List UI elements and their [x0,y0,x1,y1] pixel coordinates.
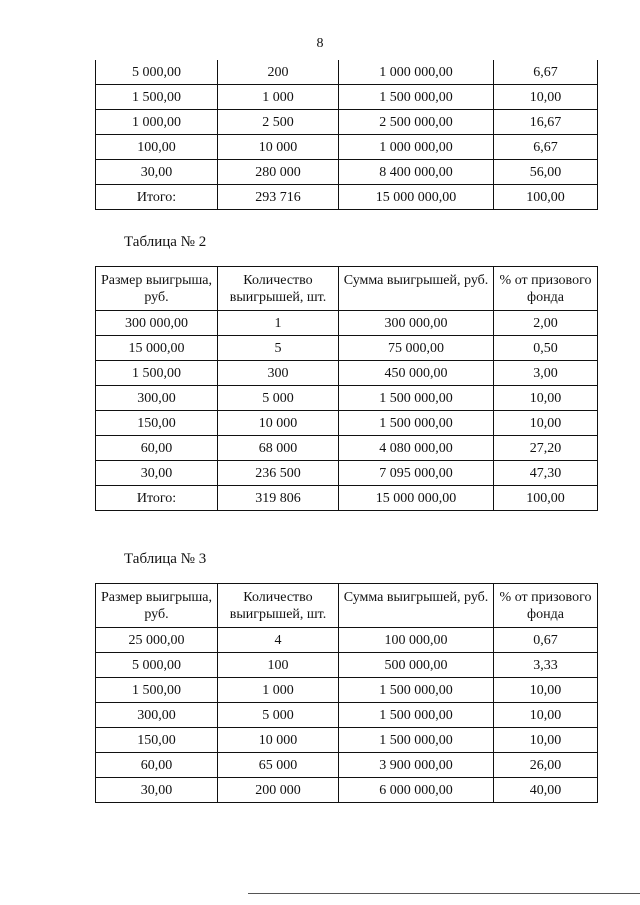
prize-sum-cell: 1 000 000,00 [339,135,494,160]
prize-count-cell: 280 000 [218,160,339,185]
prize-sum-cell: 1 500 000,00 [339,386,494,411]
total-sum-cell: 15 000 000,00 [339,486,494,511]
table-row [96,628,598,653]
table-row [96,85,598,110]
prize-count-cell: 1 000 [218,678,339,703]
prize-percent-cell: 2,00 [494,311,598,336]
total-row [96,185,598,210]
prize-amount-cell: 60,00 [96,753,218,778]
prize-percent-cell: 26,00 [494,753,598,778]
prize-percent-cell: 10,00 [494,728,598,753]
prize-table-2 [95,266,598,511]
prize-sum-cell: 500 000,00 [339,653,494,678]
prize-amount-cell: 1 500,00 [96,678,218,703]
prize-sum-cell: 7 095 000,00 [339,461,494,486]
prize-table-1-continued [95,60,598,210]
header-prize-count: Количество выигрышей, шт. [218,267,339,311]
prize-amount-cell: 300,00 [96,703,218,728]
prize-sum-cell: 1 500 000,00 [339,728,494,753]
prize-sum-cell: 6 000 000,00 [339,778,494,803]
prize-sum-cell: 4 080 000,00 [339,436,494,461]
prize-count-cell: 65 000 [218,753,339,778]
prize-percent-cell: 27,20 [494,436,598,461]
table-row [96,336,598,361]
header-prize-amount: Размер выигрыша, руб. [96,267,218,311]
table-body [96,60,598,210]
prize-percent-cell: 47,30 [494,461,598,486]
total-count-cell: 319 806 [218,486,339,511]
prize-sum-cell: 1 500 000,00 [339,411,494,436]
prize-percent-cell: 3,00 [494,361,598,386]
prize-sum-cell: 8 400 000,00 [339,160,494,185]
prize-sum-cell: 450 000,00 [339,361,494,386]
prize-percent-cell: 40,00 [494,778,598,803]
prize-percent-cell: 10,00 [494,703,598,728]
table-row [96,703,598,728]
prize-percent-cell: 10,00 [494,411,598,436]
table-row [96,436,598,461]
prize-amount-cell: 25 000,00 [96,628,218,653]
table-row [96,728,598,753]
prize-sum-cell: 2 500 000,00 [339,110,494,135]
prize-sum-cell: 1 500 000,00 [339,703,494,728]
prize-amount-cell: 300,00 [96,386,218,411]
prize-amount-cell: 30,00 [96,461,218,486]
prize-sum-cell: 300 000,00 [339,311,494,336]
total-label-cell: Итого: [96,486,218,511]
prize-count-cell: 5 [218,336,339,361]
table-row [96,311,598,336]
prize-percent-cell: 0,50 [494,336,598,361]
prize-amount-cell: 300 000,00 [96,311,218,336]
prize-count-cell: 5 000 [218,703,339,728]
table-header [96,267,598,311]
header-row [96,584,598,628]
prize-count-cell: 200 000 [218,778,339,803]
header-prize-percent: % от призового фонда [494,584,598,628]
table-row [96,653,598,678]
table-row [96,160,598,185]
page-number: 8 [316,36,324,51]
prize-amount-cell: 60,00 [96,436,218,461]
prize-count-cell: 1 000 [218,85,339,110]
prize-sum-cell: 75 000,00 [339,336,494,361]
prize-percent-cell: 3,33 [494,653,598,678]
prize-amount-cell: 150,00 [96,728,218,753]
scan-edge-line [248,893,640,894]
prize-count-cell: 68 000 [218,436,339,461]
prize-sum-cell: 1 500 000,00 [339,678,494,703]
prize-sum-cell: 1 000 000,00 [339,60,494,85]
prize-amount-cell: 30,00 [96,160,218,185]
prize-count-cell: 10 000 [218,135,339,160]
prize-amount-cell: 1 500,00 [96,361,218,386]
prize-percent-cell: 6,67 [494,135,598,160]
table-row [96,361,598,386]
prize-count-cell: 236 500 [218,461,339,486]
total-count-cell: 293 716 [218,185,339,210]
prize-amount-cell: 5 000,00 [96,653,218,678]
total-sum-cell: 15 000 000,00 [339,185,494,210]
table-body [96,628,598,803]
header-row [96,267,598,311]
table-header [96,584,598,628]
prize-amount-cell: 1 500,00 [96,85,218,110]
total-percent-cell: 100,00 [494,486,598,511]
total-row [96,486,598,511]
prize-count-cell: 300 [218,361,339,386]
prize-count-cell: 200 [218,60,339,85]
prize-amount-cell: 1 000,00 [96,110,218,135]
prize-sum-cell: 3 900 000,00 [339,753,494,778]
header-prize-count: Количество выигрышей, шт. [218,584,339,628]
table-row [96,411,598,436]
table-row [96,135,598,160]
header-prize-sum: Сумма выигрышей, руб. [339,267,494,311]
table-row [96,678,598,703]
total-label-cell: Итого: [96,185,218,210]
table-3-caption: Таблица № 3 [124,551,207,567]
table-row [96,386,598,411]
table-row [96,60,598,85]
table-row [96,778,598,803]
prize-sum-cell: 1 500 000,00 [339,85,494,110]
prize-sum-cell: 100 000,00 [339,628,494,653]
prize-percent-cell: 56,00 [494,160,598,185]
prize-count-cell: 5 000 [218,386,339,411]
prize-count-cell: 2 500 [218,110,339,135]
prize-table-3 [95,583,598,803]
prize-count-cell: 1 [218,311,339,336]
prize-count-cell: 10 000 [218,728,339,753]
prize-amount-cell: 150,00 [96,411,218,436]
prize-percent-cell: 16,67 [494,110,598,135]
prize-amount-cell: 5 000,00 [96,60,218,85]
header-prize-percent: % от призового фонда [494,267,598,311]
table-row [96,461,598,486]
prize-percent-cell: 10,00 [494,386,598,411]
prize-count-cell: 10 000 [218,411,339,436]
prize-percent-cell: 10,00 [494,678,598,703]
prize-percent-cell: 0,67 [494,628,598,653]
table-2-caption: Таблица № 2 [124,234,207,250]
prize-count-cell: 100 [218,653,339,678]
prize-amount-cell: 100,00 [96,135,218,160]
prize-amount-cell: 15 000,00 [96,336,218,361]
table-body [96,311,598,511]
prize-percent-cell: 10,00 [494,85,598,110]
header-prize-sum: Сумма выигрышей, руб. [339,584,494,628]
prize-percent-cell: 6,67 [494,60,598,85]
header-prize-amount: Размер выигрыша, руб. [96,584,218,628]
prize-amount-cell: 30,00 [96,778,218,803]
table-row [96,110,598,135]
total-percent-cell: 100,00 [494,185,598,210]
table-row [96,753,598,778]
prize-count-cell: 4 [218,628,339,653]
